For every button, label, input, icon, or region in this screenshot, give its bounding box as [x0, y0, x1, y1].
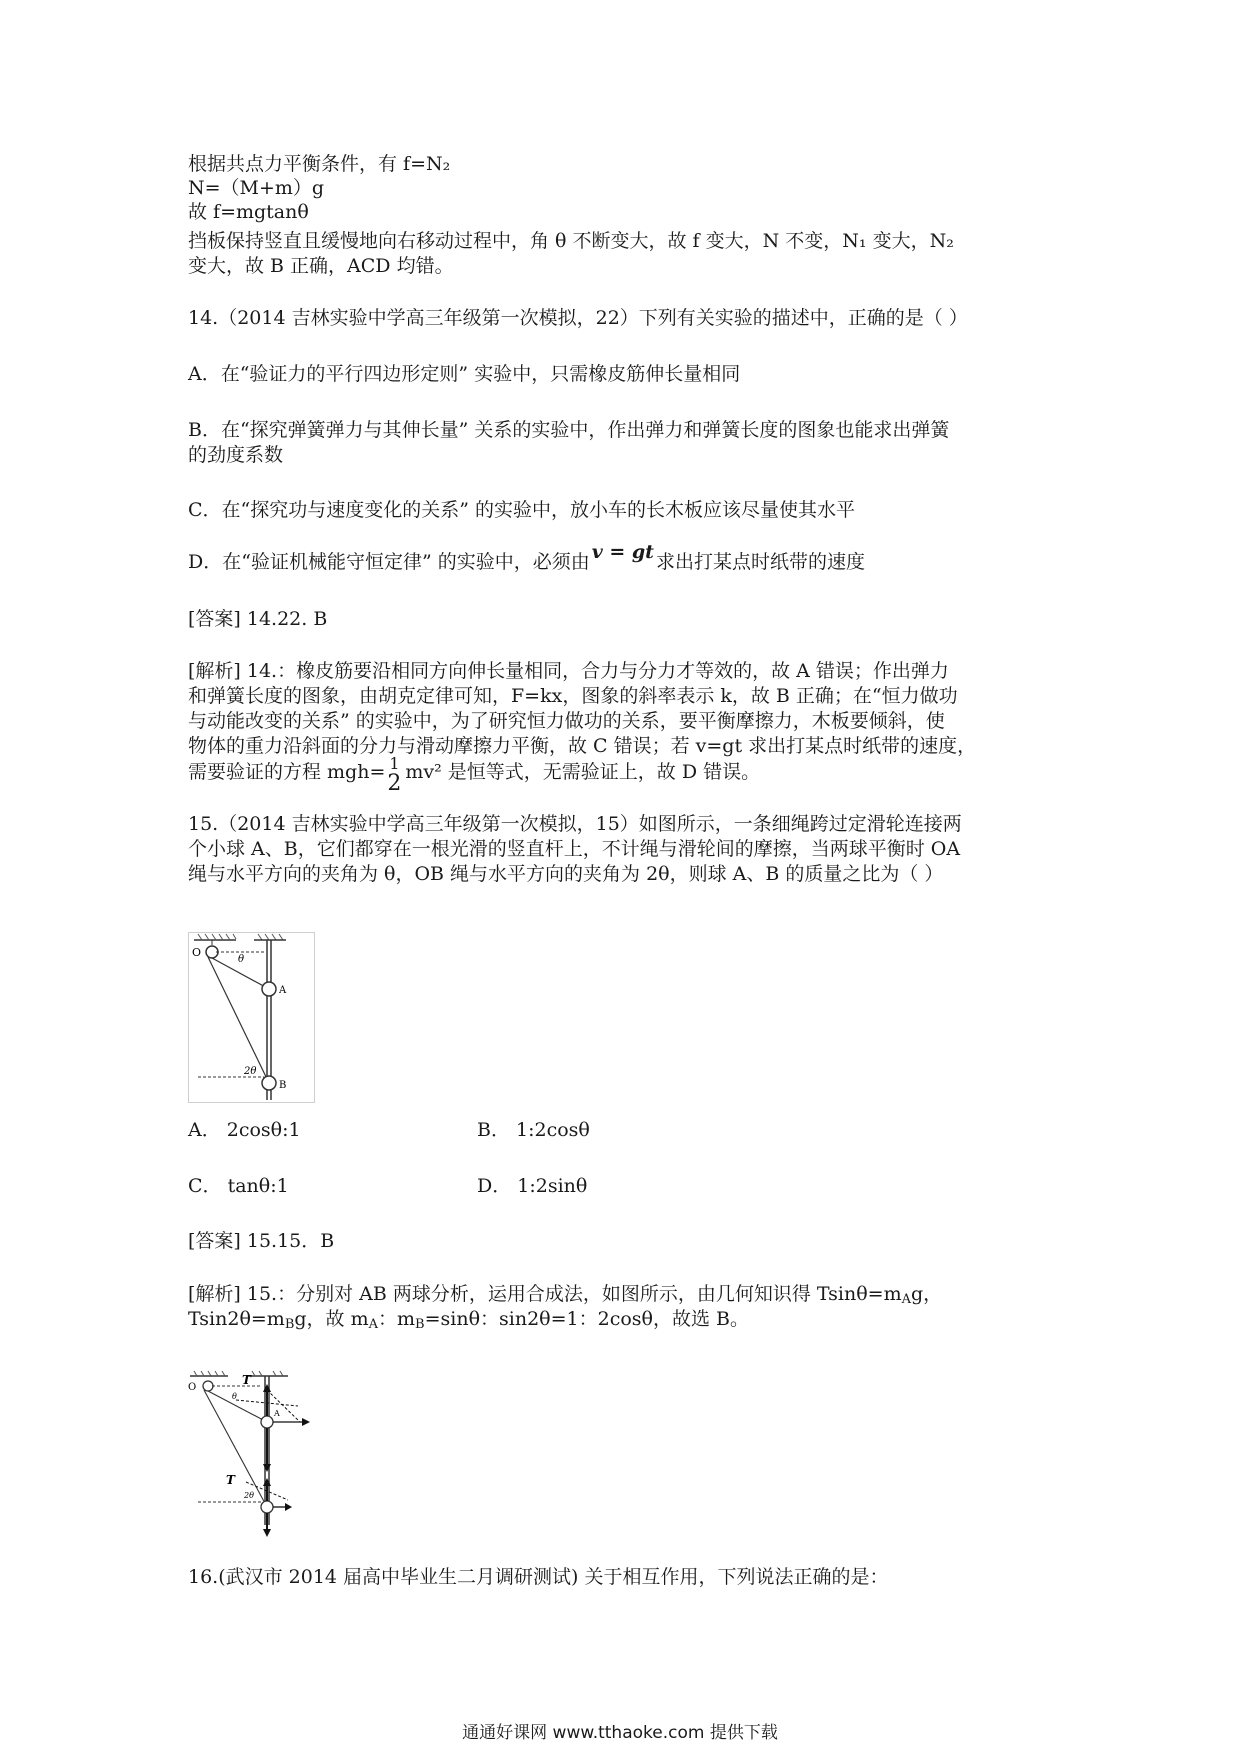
pulley-figure [188, 932, 316, 1104]
q14-analysis-5-end: mv² 是恒等式，无需验证上，故 D 错误。 [405, 761, 761, 783]
q14-option-d-text: D．在“验证机械能守恒定律” 的实验中，必须由 [188, 551, 590, 573]
q14-option-d-end: 求出打某点时纸带的速度 [655, 551, 865, 573]
q15-option-b: B． 1:2cosθ [477, 1119, 590, 1141]
q15-analysis-1-end: g， [911, 1283, 943, 1305]
prev-line-2: N=（M+m）g [188, 177, 325, 199]
subscript-a: A [901, 1292, 912, 1307]
label-t-top: T [242, 1373, 251, 1387]
label-a: A [279, 985, 287, 996]
q14-analysis-1: [解析] 14.：橡皮筋要沿相同方向伸长量相同，合力与分力才等效的，故 A 错误；作出弹力 [188, 660, 949, 682]
pulley-icon-2 [203, 1381, 213, 1391]
q15-analysis-2-end: =sinθ：sin2θ=1：2cosθ，故选 B。 [424, 1308, 749, 1330]
label-o: O [192, 946, 202, 959]
q14-answer: [答案] 14.22. B [188, 608, 328, 630]
q15-analysis-2-mid2: ：m [378, 1308, 416, 1330]
q15-option-a: A． 2cosθ:1 [188, 1119, 301, 1141]
label-two-theta-2: 2θ [244, 1491, 254, 1500]
q15-answer: [答案] 15.15．B [188, 1230, 335, 1252]
subscript-a2: A [368, 1317, 379, 1332]
q14-analysis-5-text: 需要验证的方程 mgh= [188, 761, 386, 783]
prev-line-1: 根据共点力平衡条件，有 f=N₂ [188, 153, 451, 175]
force-analysis-figure [188, 1370, 318, 1540]
q15-analysis-2-text: Tsin2θ=m [188, 1308, 285, 1330]
q15-stem-3: 绳与水平方向的夹角为 θ，OB 绳与水平方向的夹角为 2θ，则球 A、B 的质量之比为（ ） [188, 863, 944, 885]
subscript-b2: B [415, 1317, 425, 1332]
q15-analysis-2-mid: g，故 m [294, 1308, 369, 1330]
ball-b [262, 1076, 276, 1090]
prev-line-3: 故 f=mgtanθ [188, 201, 309, 223]
q15-option-d: D． 1:2sinθ [477, 1175, 588, 1197]
label-a-2: A [274, 1409, 280, 1418]
formula-v-gt: v = gt [591, 541, 654, 563]
q14-option-b-line2: 的劲度系数 [188, 444, 284, 466]
label-t-bottom: T [226, 1473, 235, 1487]
q15-stem-1: 15.（2014 吉林实验中学高三年级第一次模拟，15）如图所示，一条细绳跨过定滑轮连接两 [188, 813, 962, 835]
q14-option-d [188, 541, 865, 574]
prev-line-4: 挡板保持竖直且缓慢地向右移动过程中，角 θ 不断变大，故 f 变大，N 不变，N₁ 变大，N₂ [188, 230, 954, 252]
prev-line-5: 变大，故 B 正确，ACD 均错。 [188, 255, 454, 277]
q15-stem-2: 个小球 A、B，它们都穿在一根光滑的竖直杆上，不计绳与滑轮间的摩擦，当两球平衡时 OA [188, 838, 961, 860]
q14-option-b-line1: B．在“探究弹簧弹力与其伸长量” 关系的实验中，作出弹力和弹簧长度的图象也能求出弹簧 [188, 419, 950, 441]
q15-analysis-2 [188, 1307, 749, 1337]
label-theta-2: θ [232, 1392, 237, 1401]
q14-stem: 14.（2014 吉林实验中学高三年级第一次模拟，22）下列有关实验的描述中，正确的是（ ） [188, 307, 968, 329]
label-o-2: O [188, 1382, 197, 1393]
ball-a-2 [261, 1416, 273, 1428]
q14-analysis-3: 与动能改变的关系” 的实验中，为了研究恒力做功的关系，要平衡摩擦力，木板要倾斜，使 [188, 710, 945, 732]
q14-option-a: A．在“验证力的平行四边形定则” 实验中，只需橡皮筋伸长量相同 [188, 363, 741, 385]
subscript-b: B [284, 1317, 295, 1332]
label-two-theta: 2θ [244, 1066, 257, 1077]
q14-analysis-5 [188, 754, 761, 796]
q15-analysis-1-text: [解析] 15.：分别对 AB 两球分析，运用合成法，如图所示，由几何知识得 Tsinθ=m [188, 1283, 902, 1305]
fraction-numerator: 1 [389, 754, 400, 773]
label-b: B [279, 1080, 287, 1091]
page-footer: 通通好课网 www.tthaoke.com 提供下载 [462, 1723, 778, 1743]
q14-option-c: C．在“探究功与速度变化的关系” 的实验中，放小车的长木板应该尽量使其水平 [188, 499, 856, 521]
ball-a [262, 982, 276, 996]
label-theta: θ [238, 954, 245, 965]
ball-b-2 [261, 1501, 273, 1513]
fraction-denominator: 2 [387, 771, 402, 796]
q14-analysis-2: 和弹簧长度的图象，由胡克定律可知，F=kx，图象的斜率表示 k，故 B 正确；在“恒力做功 [188, 685, 958, 707]
q16-stem: 16.(武汉市 2014 届高中毕业生二月调研测试) 关于相互作用，下列说法正确的是： [188, 1566, 889, 1588]
q15-option-c: C． tanθ:1 [188, 1175, 289, 1197]
q14-analysis-4: 物体的重力沿斜面的分力与滑动摩擦力平衡，故 C 错误；若 v=gt 求出打某点时纸带的速度， [188, 735, 977, 757]
